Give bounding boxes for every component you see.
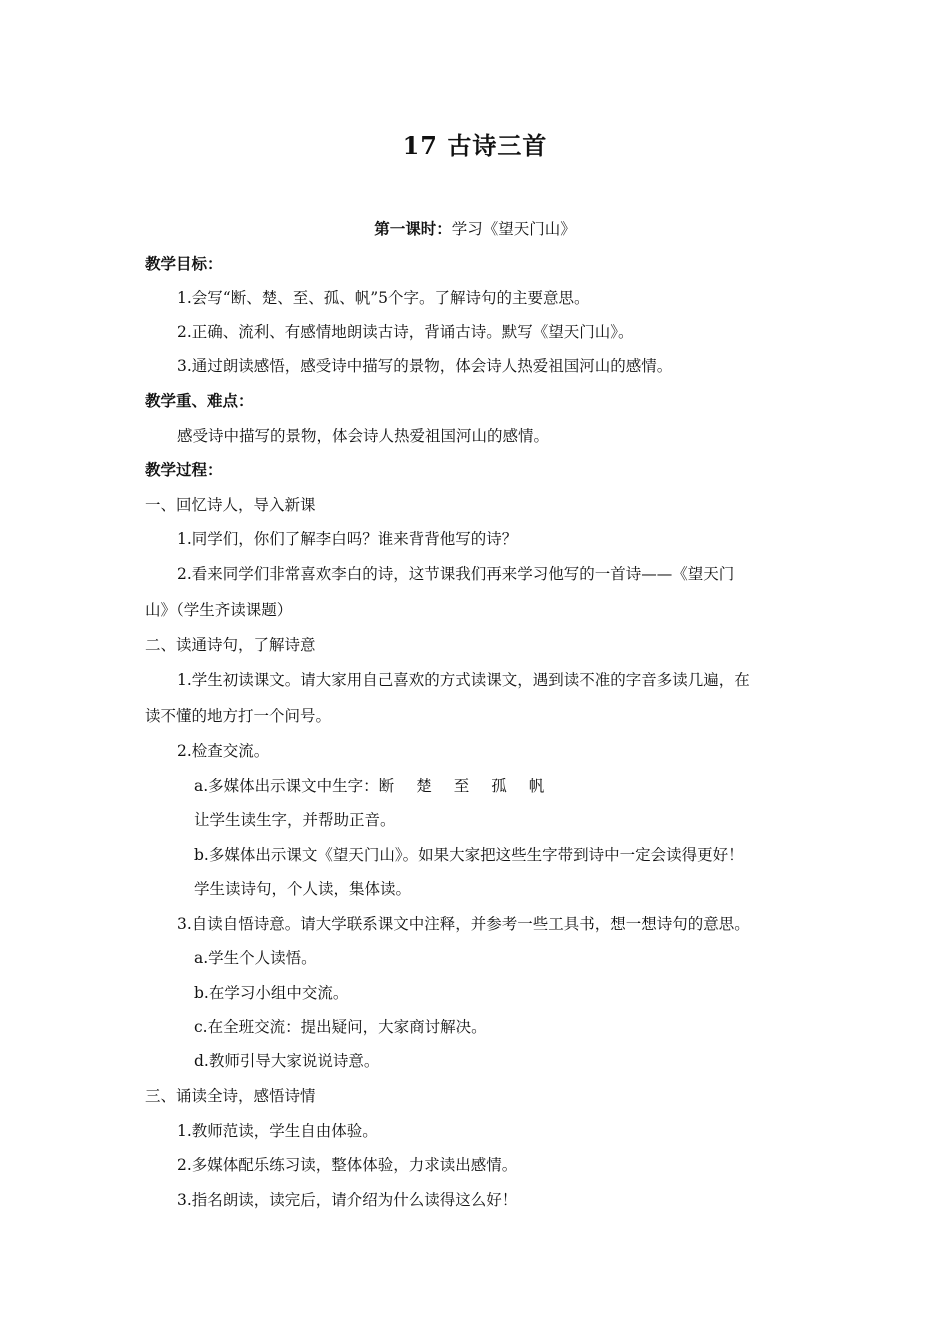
lesson-subtitle [0,219,950,239]
sub-item-note: 让学生读生字，并帮助正音。 [194,811,396,829]
section-heading: 三、诵读全诗，感悟诗情 [145,1087,316,1105]
paragraph: 2.看来同学们非常喜欢李白的诗，这节课我们再来学习他写的一首诗——《望天门 [177,565,735,583]
section-heading: 二、读通诗句，了解诗意 [145,636,316,654]
paragraph-continuation: 山》（学生齐读课题） [145,601,293,619]
sub-item-a [194,776,566,796]
paragraph: 3.自读自悟诗意。请大学联系课文中注释，并参考一些工具书，想一想诗句的意思。 [177,915,750,933]
sub-item-note: 学生读诗句，个人读，集体读。 [194,880,412,898]
lesson-label: 第一课时： [374,219,452,238]
sub-item: a.学生个人读悟。 [194,949,317,967]
lesson-topic: 学习《望天门山》 [451,220,576,238]
paragraph: 2.检查交流。 [177,742,270,760]
objectives-heading: 教学目标： [145,254,223,273]
paragraph: 2.多媒体配乐练习读，整体体验，力求读出感情。 [177,1156,518,1174]
keypoints-heading: 教学重、难点： [145,391,254,410]
section-heading: 一、回忆诗人，导入新课 [145,496,316,514]
objective-item: 3.通过朗读感悟，感受诗中描写的景物，体会诗人热爱祖国河山的感情。 [177,357,673,375]
sub-item: b.在学习小组中交流。 [194,984,349,1002]
keypoints-text: 感受诗中描写的景物，体会诗人热爱祖国河山的感情。 [177,427,550,445]
character: 楚 [416,777,432,795]
character: 孤 [491,777,507,795]
paragraph: 1.教师范读，学生自由体验。 [177,1122,378,1140]
sub-item: c.在全班交流：提出疑问，大家商讨解决。 [194,1018,487,1036]
paragraph: 3.指名朗读，读完后，请介绍为什么读得这么好！ [177,1191,518,1209]
page-title: 17 古诗三首 [402,131,548,160]
objective-item: 1.会写“断、楚、至、孤、帆”5个字。了解诗句的主要意思。 [177,289,590,307]
character: 断 [378,777,395,795]
character: 帆 [528,777,545,795]
character: 至 [453,777,470,795]
paragraph: 1.同学们，你们了解李白吗？谁来背背他写的诗？ [177,530,518,548]
objective-item: 2.正确、流利、有感情地朗读古诗，背诵古诗。默写《望天门山》。 [177,323,634,341]
paragraph: 1.学生初读课文。请大家用自己喜欢的方式读课文，遇到读不准的字音多读几遍，在 [177,671,750,689]
sub-item-b: b.多媒体出示课文《望天门山》。如果大家把这些生字带到诗中一定会读得更好！ [194,846,744,864]
sub-item: d.教师引导大家说说诗意。 [194,1052,380,1070]
character-list [379,777,567,795]
paragraph-continuation: 读不懂的地方打一个问号。 [145,707,332,725]
sub-item-label: a.多媒体出示课文中生字： [194,777,379,795]
process-heading: 教学过程： [145,460,223,479]
